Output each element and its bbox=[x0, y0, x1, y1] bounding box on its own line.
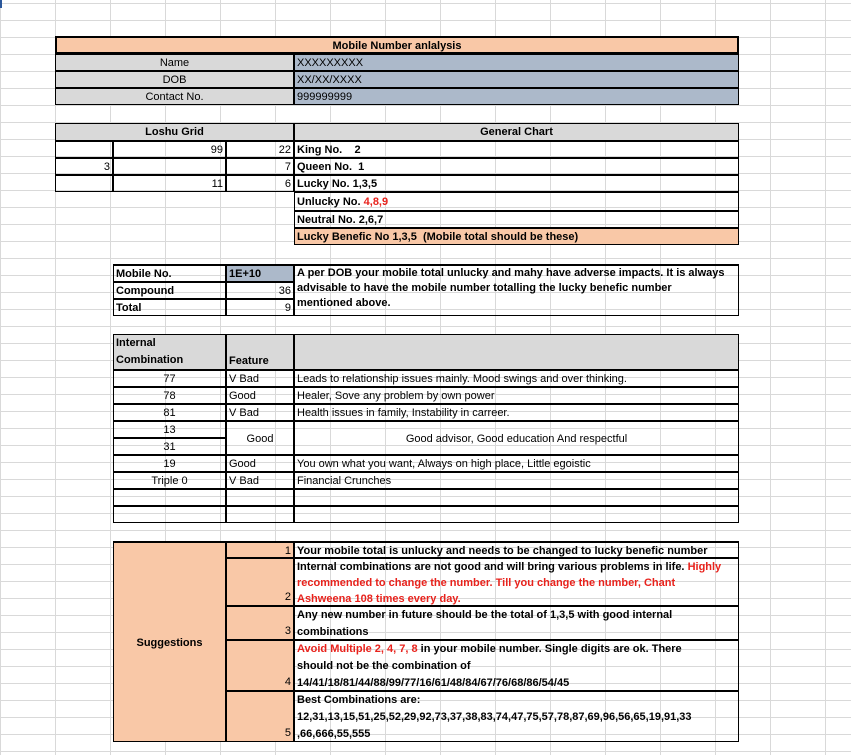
loshu-r3c2[interactable]: 11 bbox=[113, 175, 226, 192]
suggestion-text[interactable] bbox=[294, 640, 739, 691]
blank-cell[interactable] bbox=[294, 489, 739, 506]
benefic-label: Lucky Benefic No 1,3,5 bbox=[297, 231, 417, 243]
feature-value[interactable]: Good bbox=[226, 387, 294, 404]
lucky-number-row[interactable]: Lucky No. 1,3,5 bbox=[294, 175, 739, 192]
blank-cell[interactable] bbox=[294, 506, 739, 523]
contact-label[interactable]: Contact No. bbox=[55, 88, 294, 105]
suggestion-number[interactable]: 4 bbox=[226, 640, 294, 691]
general-chart-header[interactable]: General Chart bbox=[294, 123, 739, 141]
blank-cell[interactable] bbox=[226, 489, 294, 506]
mobile-note-line3: mentioned above. bbox=[297, 297, 391, 309]
suggestion-4-line3: 14/41/18/81/44/88/99/77/16/61/48/84/67/76/68/86/54/45 bbox=[297, 677, 570, 689]
combination-description[interactable]: Healer, Sove any problem by own power bbox=[294, 387, 739, 404]
lucky-benefic-row[interactable] bbox=[294, 228, 739, 245]
loshu-r2c1[interactable]: 3 bbox=[55, 158, 113, 175]
loshu-r3c1[interactable] bbox=[55, 175, 113, 192]
combination-value[interactable]: Triple 0 bbox=[113, 472, 226, 489]
combination-description[interactable]: You own what you want, Always on high place, Little egoistic bbox=[294, 455, 739, 472]
internal-combination-header[interactable] bbox=[113, 334, 226, 370]
combination-value[interactable]: 13 bbox=[113, 421, 226, 438]
suggestion-5-line1: Best Combinations are: bbox=[297, 694, 421, 706]
combination-value[interactable]: 19 bbox=[113, 455, 226, 472]
suggestion-number[interactable]: 2 bbox=[226, 558, 294, 606]
mobile-note-line1: A per DOB your mobile total unlucky and mahy have adverse impacts. It is always bbox=[297, 267, 725, 279]
king-label: King No. bbox=[297, 144, 343, 156]
suggestion-2-red3: Ashweena 108 times every day. bbox=[297, 593, 461, 605]
suggestion-4-line2: should not be the combination of bbox=[297, 660, 471, 672]
loshu-r1c2[interactable]: 99 bbox=[113, 141, 226, 158]
unlucky-number-row[interactable] bbox=[294, 192, 739, 211]
combination-value[interactable]: 31 bbox=[113, 438, 226, 455]
loshu-r1c3[interactable]: 22 bbox=[226, 141, 294, 158]
blank-cell[interactable] bbox=[113, 506, 226, 523]
compound-label[interactable]: Compound bbox=[113, 282, 226, 299]
suggestion-text[interactable] bbox=[294, 691, 739, 742]
internal-description-header[interactable] bbox=[294, 334, 739, 370]
suggestion-5-line2: 12,31,13,15,51,25,52,29,92,73,37,38,83,74,47,75,57,78,87,69,96,56,65,19,91,33 bbox=[297, 711, 692, 723]
suggestion-3-line1: Any new number in future should be the total of 1,3,5 with good internal bbox=[297, 609, 673, 621]
internal-header-line1: Internal bbox=[116, 337, 156, 349]
dob-label[interactable]: DOB bbox=[55, 71, 294, 88]
suggestion-text[interactable] bbox=[294, 541, 739, 558]
loshu-r2c2[interactable] bbox=[113, 158, 226, 175]
feature-value[interactable]: V Bad bbox=[226, 404, 294, 421]
combination-description[interactable]: Good advisor, Good education And respectful bbox=[294, 421, 739, 455]
total-label[interactable]: Total bbox=[113, 299, 226, 316]
suggestion-number[interactable]: 3 bbox=[226, 606, 294, 640]
compound-value[interactable]: 36 bbox=[226, 282, 294, 299]
contact-value[interactable]: 999999999 bbox=[294, 88, 739, 105]
combination-value[interactable]: 77 bbox=[113, 370, 226, 387]
suggestion-number[interactable]: 1 bbox=[226, 541, 294, 558]
queen-number-row[interactable] bbox=[294, 158, 739, 175]
neutral-number-row[interactable]: Neutral No. 2,6,7 bbox=[294, 211, 739, 228]
total-value[interactable]: 9 bbox=[226, 299, 294, 316]
feature-value[interactable]: V Bad bbox=[226, 370, 294, 387]
combination-value[interactable]: 78 bbox=[113, 387, 226, 404]
suggestion-text[interactable] bbox=[294, 558, 739, 606]
suggestion-number[interactable]: 5 bbox=[226, 691, 294, 742]
suggestion-text[interactable] bbox=[294, 606, 739, 640]
suggestion-2-red2: recommended to change the number. Till you change the number, Chant bbox=[297, 577, 676, 589]
loshu-r1c1[interactable] bbox=[55, 141, 113, 158]
mobile-note-line2: advisable to have the mobile number totalling the lucky benefic number bbox=[297, 282, 672, 294]
loshu-r2c3[interactable]: 7 bbox=[226, 158, 294, 175]
feature-header[interactable]: Feature bbox=[226, 334, 294, 370]
suggestion-2-red1: Highly bbox=[687, 561, 722, 573]
mobile-advice-note[interactable] bbox=[294, 264, 739, 316]
report-title[interactable]: Mobile Number anlalysis bbox=[55, 36, 739, 54]
suggestion-1-line1: Your mobile total is unlucky and needs to be changed to lucky benefic number bbox=[297, 545, 708, 557]
combination-description[interactable]: Leads to relationship issues mainly. Mood swings and over thinking. bbox=[294, 370, 739, 387]
king-number-row[interactable] bbox=[294, 141, 739, 158]
feature-value[interactable]: Good bbox=[226, 455, 294, 472]
suggestion-3-line2: combinations bbox=[297, 626, 369, 638]
benefic-note: (Mobile total should be these) bbox=[422, 231, 579, 243]
unlucky-label: Unlucky No. bbox=[297, 196, 361, 208]
name-label[interactable]: Name bbox=[55, 54, 294, 71]
name-value[interactable]: XXXXXXXXX bbox=[294, 54, 739, 71]
suggestion-5-line3: ,66,666,55,555 bbox=[297, 728, 371, 740]
combination-description[interactable]: Health issues in family, Instability in carreer. bbox=[294, 404, 739, 421]
king-value: 2 bbox=[354, 144, 361, 156]
internal-header-line2: Combination bbox=[116, 354, 184, 366]
feature-value[interactable]: V Bad bbox=[226, 472, 294, 489]
cell-cursor-marker bbox=[0, 0, 2, 8]
suggestion-4-red: Avoid Multiple 2, 4, 7, 8 bbox=[297, 643, 418, 655]
unlucky-value: 4,8,9 bbox=[363, 196, 389, 208]
mobile-label[interactable]: Mobile No. bbox=[113, 264, 226, 282]
dob-value[interactable]: XX/XX/XXXX bbox=[294, 71, 739, 88]
loshu-r3c3[interactable]: 6 bbox=[226, 175, 294, 192]
blank-cell[interactable] bbox=[113, 489, 226, 506]
suggestion-2-line1: Internal combinations are not good and will bring various problems in life. bbox=[297, 561, 685, 573]
loshu-grid-header[interactable]: Loshu Grid bbox=[55, 123, 294, 141]
suggestion-4-line1: in your mobile number. Single digits are ok. There bbox=[417, 643, 682, 655]
queen-value: 1 bbox=[358, 161, 365, 173]
blank-cell[interactable] bbox=[226, 506, 294, 523]
mobile-value[interactable]: 1E+10 bbox=[226, 264, 294, 282]
combination-description[interactable]: Financial Crunches bbox=[294, 472, 739, 489]
feature-value[interactable]: Good bbox=[226, 421, 294, 455]
queen-label: Queen No. bbox=[297, 161, 353, 173]
suggestions-label[interactable]: Suggestions bbox=[113, 541, 226, 742]
combination-value[interactable]: 81 bbox=[113, 404, 226, 421]
